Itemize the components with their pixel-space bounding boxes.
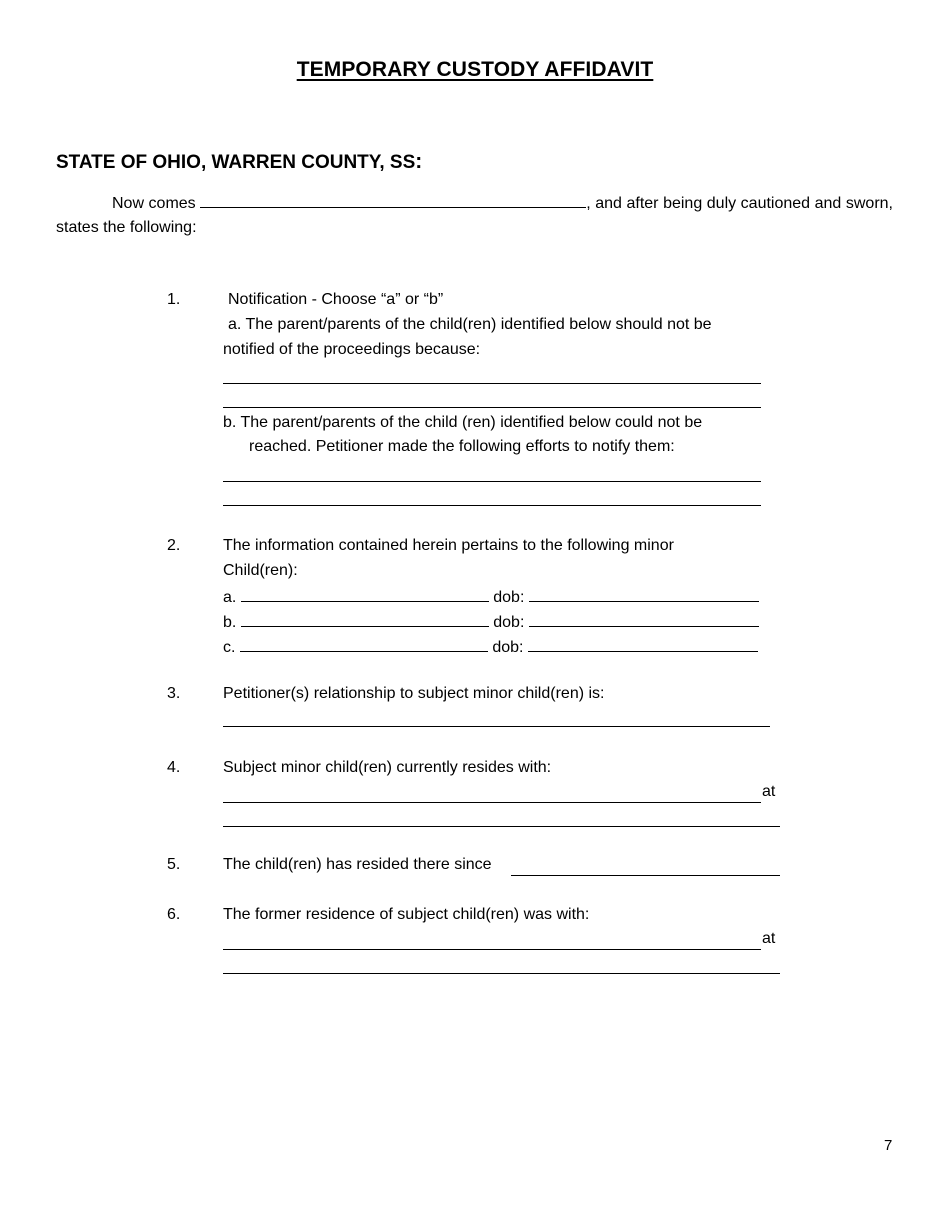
item-4-number: 4. (167, 759, 181, 776)
item-1-option-a-line1: a. The parent/parents of the child(ren) identified below should not be (228, 316, 712, 333)
item-1-option-b-line1: b. The parent/parents of the child (ren) identified below could not be (223, 414, 703, 431)
item-1-heading: Notification - Choose “a” or “b” (228, 291, 444, 308)
child-b-name-blank[interactable] (241, 611, 489, 627)
item-2-text-line2: Child(ren): (223, 562, 298, 579)
item-1-efforts-line-1[interactable] (223, 481, 761, 482)
child-row-b (223, 611, 759, 632)
item-6-former-resides-with-line[interactable] (223, 949, 761, 950)
intro-paragraph (56, 192, 893, 240)
item-3-number: 3. (167, 685, 181, 702)
item-1-option-b-line2: reached. Petitioner made the following efforts to notify them: (249, 438, 675, 455)
item-1-number: 1. (167, 291, 181, 308)
page-number: 7 (884, 1137, 893, 1154)
document-title: TEMPORARY CUSTODY AFFIDAVIT (296, 58, 654, 81)
child-c-dob-label: dob: (492, 639, 524, 656)
venue-heading (56, 150, 422, 174)
venue-colon: : (415, 150, 423, 173)
item-5-number: 5. (167, 856, 181, 873)
item-2-text-line1: The information contained herein pertains to the following minor (223, 537, 674, 554)
item-6-address-line[interactable] (223, 973, 780, 974)
item-1-option-a-line2: notified of the proceedings because: (223, 341, 481, 358)
item-1-reason-line-2[interactable] (223, 407, 761, 408)
child-a-dob-blank[interactable] (529, 586, 759, 602)
intro-lead: Now comes (112, 195, 196, 212)
affiant-name-blank[interactable] (200, 192, 586, 208)
item-3-text: Petitioner(s) relationship to subject minor child(ren) is: (223, 685, 605, 702)
child-c-name-blank[interactable] (240, 636, 488, 652)
child-a-name-blank[interactable] (241, 586, 489, 602)
item-4-text: Subject minor child(ren) currently resides with: (223, 759, 552, 776)
item-4-resides-with-line[interactable] (223, 802, 761, 803)
item-5-since-date-line[interactable] (511, 875, 780, 876)
child-b-dob-blank[interactable] (529, 611, 759, 627)
intro-after-blank: , and after being duly cautioned and (586, 195, 842, 212)
child-b-letter: b. (223, 614, 237, 631)
child-c-letter: c. (223, 639, 236, 656)
child-row-c (223, 636, 758, 657)
item-1-reason-line-1[interactable] (223, 383, 761, 384)
venue-text: STATE OF OHIO, WARREN COUNTY, SS (56, 152, 416, 173)
item-6-text: The former residence of subject child(ren) was with: (223, 906, 590, 923)
child-b-dob-label: dob: (493, 614, 525, 631)
item-2-number: 2. (167, 537, 181, 554)
item-4-address-line[interactable] (223, 826, 780, 827)
item-1-efforts-line-2[interactable] (223, 505, 761, 506)
item-6-at-label: at (762, 930, 776, 947)
item-3-relationship-line[interactable] (223, 726, 770, 727)
item-4-at-label: at (762, 783, 776, 800)
child-a-letter: a. (223, 589, 237, 606)
child-a-dob-label: dob: (493, 589, 525, 606)
intro-continuation: sworn, states the following: (56, 195, 893, 236)
item-5-text: The child(ren) has resided there since (223, 856, 492, 873)
child-row-a (223, 586, 759, 607)
item-6-number: 6. (167, 906, 181, 923)
child-c-dob-blank[interactable] (528, 636, 758, 652)
